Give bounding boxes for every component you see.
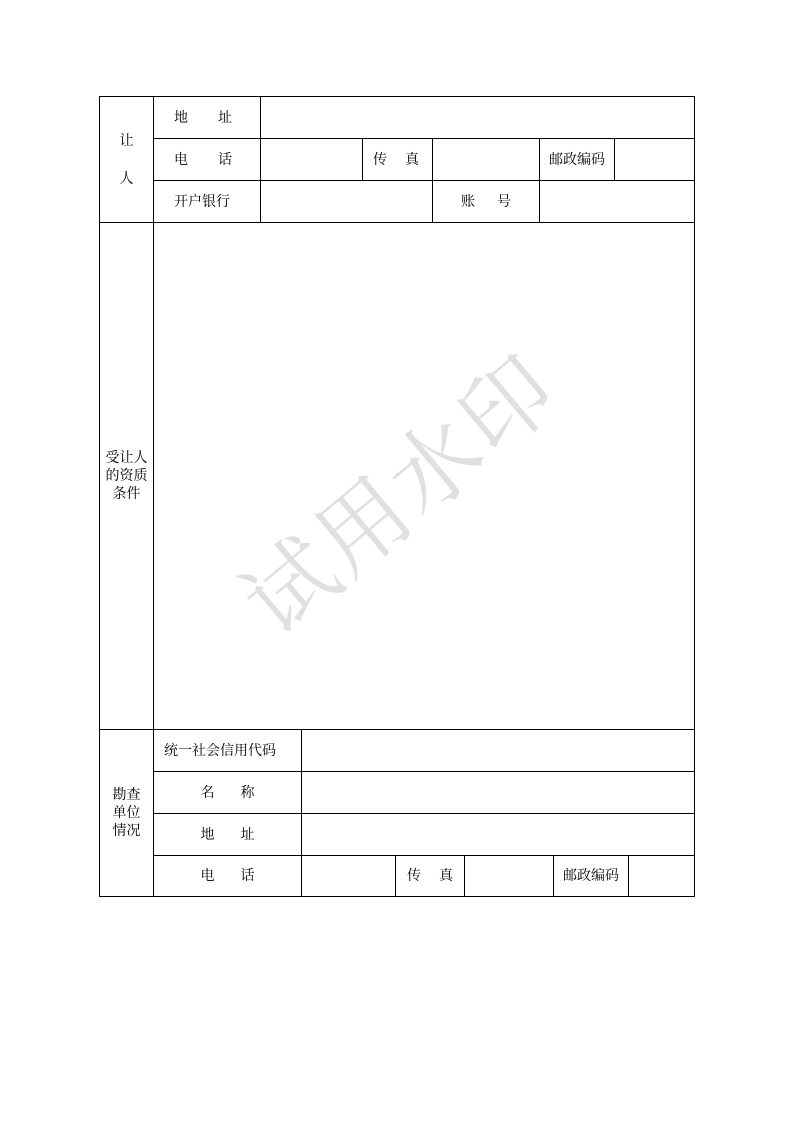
postal-code-label: 邮政编码 [549,151,605,168]
phone-label-char-2: 话 [218,151,232,168]
address-label-char-2: 址 [218,109,232,126]
survey-label-line-2: 单位 [112,805,141,821]
qualification-label-line-3: 条件 [112,486,141,502]
address-label-char-1: 地 [174,109,188,126]
survey-phone-field[interactable] [302,856,395,896]
credit-code-label: 统一社会信用代码 [164,742,276,759]
survey-postal-code-field[interactable] [629,856,694,896]
survey-name-label-char-1: 名 [200,784,215,801]
qualification-label-line-2: 的资质 [105,468,148,484]
table-border-bottom [99,896,695,897]
survey-phone-label [154,856,301,896]
survey-fax-label [396,856,464,896]
survey-label-line-1: 勘查 [112,787,141,803]
account-label-char-1: 账 [461,193,475,210]
survey-phone-label-char-2: 话 [240,868,255,884]
phone-label-char-1: 电 [174,151,188,168]
trial-watermark: 试用水印 [223,334,580,657]
phone-field[interactable] [261,139,362,180]
fax-label-char-2: 真 [405,151,419,168]
transferor-side-label-2: 人 [119,170,134,187]
account-label [433,181,539,222]
survey-address-label-char-1: 地 [200,826,215,843]
qualification-label-line-1: 受让人 [105,450,148,466]
bank-label: 开户银行 [174,193,230,210]
qualification-content-area[interactable] [154,223,694,729]
phone-label [164,139,260,180]
fax-field[interactable] [433,139,539,180]
survey-phone-label-char-1: 电 [200,868,215,884]
qualification-label [100,223,153,729]
survey-unit-label [100,730,153,896]
transferor-side-label-1: 让 [119,132,134,149]
survey-name-label [154,772,301,813]
survey-fax-field[interactable] [465,856,553,896]
survey-name-field[interactable] [302,772,694,813]
account-field[interactable] [540,181,694,222]
survey-postal-code-label: 邮政编码 [563,868,619,884]
survey-fax-label-char-2: 真 [439,868,453,884]
survey-fax-label-char-1: 传 [407,868,421,884]
address-field[interactable] [261,97,694,138]
fax-label [363,139,432,180]
survey-address-field[interactable] [302,814,694,855]
bank-field[interactable] [261,181,432,222]
survey-label-line-3: 情况 [112,823,141,839]
survey-address-label-char-2: 址 [240,826,255,843]
survey-name-label-char-2: 称 [240,784,255,801]
fax-label-char-1: 传 [373,151,387,168]
address-label [164,97,260,138]
table-border-right [694,96,695,897]
credit-code-field[interactable] [302,730,694,771]
transferor-side-label [100,97,153,222]
postal-code-field[interactable] [615,139,694,180]
survey-address-label [154,814,301,855]
account-label-char-2: 号 [497,193,511,210]
